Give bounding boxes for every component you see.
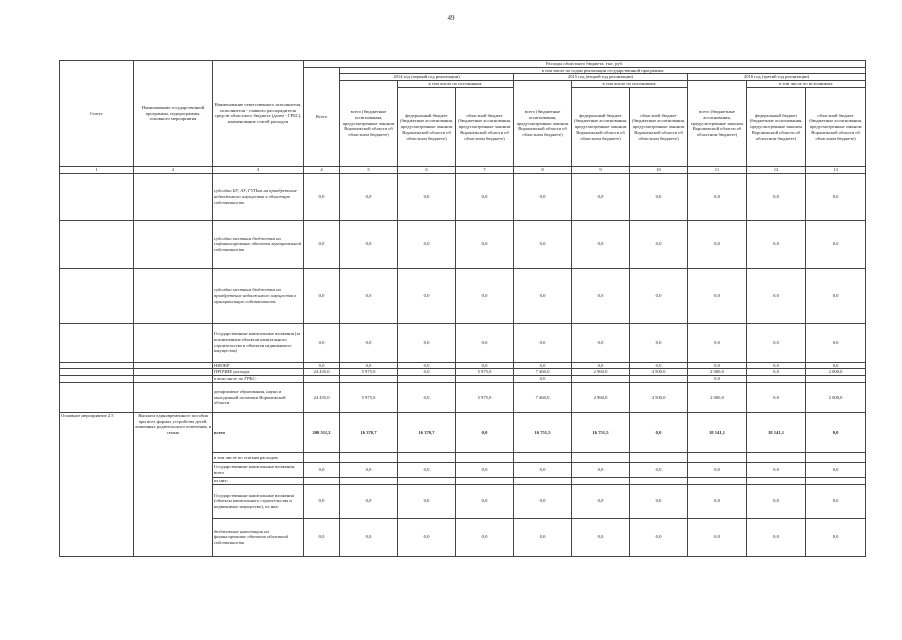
value-cell [456,452,514,462]
value-cell [630,452,688,462]
value-cell: 0,0 [806,462,866,477]
value-cell: 0,0 [456,484,514,518]
expense-label: из них: [213,477,304,484]
expense-label: в том числе по статьям расходов: [213,452,304,462]
header-expenses: Расходы областного бюджета, тыс. руб. [304,61,866,68]
value-cell: 0,0 [398,369,456,376]
header-program-name: Наименование государственной программы, подпрограммы, основного мероприятия [134,61,213,167]
value-cell: 2 000,0 [806,382,866,412]
value-cell: 0,0 [688,376,747,383]
name-cell [134,382,213,412]
value-cell: 0,0 [806,220,866,268]
expense-label: всего [213,412,304,452]
value-cell: 0,0 [398,518,456,556]
status-cell [60,382,134,412]
value-cell: 0,0 [456,462,514,477]
value-cell: 16 370,7 [398,412,456,452]
value-cell: 16 751,5 [572,412,630,452]
value-cell: 0,0 [572,362,630,369]
col-number: 2 [134,166,213,173]
value-cell: 2 000,0 [688,382,747,412]
name-cell [134,268,213,323]
value-cell: 0,0 [304,518,340,556]
value-cell: 0,0 [456,220,514,268]
col-number: 10 [630,166,688,173]
value-cell: 0,0 [806,362,866,369]
table-row [60,362,866,369]
col-number: 4 [304,166,340,173]
value-cell: 0,0 [304,484,340,518]
value-cell: 0,0 [572,484,630,518]
value-cell: 0,0 [747,268,806,323]
value-cell [304,477,340,484]
value-cell: 0,0 [630,462,688,477]
value-cell: 0,0 [514,518,572,556]
value-cell [304,376,340,383]
value-cell: 0,0 [456,173,514,220]
value-cell: 0,0 [688,323,747,362]
value-cell: 0,0 [304,462,340,477]
header-2014-regional: областной бюджет (бюджетные ассигнования, предусмотренные законом Воронежской области об областном бюджете) [456,87,514,166]
value-cell: 0,0 [456,268,514,323]
value-cell: 200 511,2 [304,412,340,452]
value-cell: 4 500,0 [630,369,688,376]
value-cell: 0,0 [688,518,747,556]
value-cell: 0,0 [688,173,747,220]
header-2014-federal: федеральный бюджет (бюджетные ассигнования, предусмотренные законом Воронежской области об областном бюджете) [398,87,456,166]
status-cell [60,323,134,362]
header-2015-regional: областной бюджет (бюджетные ассигнования, предусмотренные законом Воронежской области об областном бюджете) [630,87,688,166]
name-cell: Выплата единовременного пособия при всех формах устройства детей, лишенных родительского попечения, в семью [134,412,213,556]
value-cell: 0,0 [398,362,456,369]
table-row [60,382,866,412]
table-row [60,376,866,383]
header-2015-by-source: в том числе по источникам: [572,81,688,88]
name-cell [134,362,213,369]
value-cell: 0,0 [806,268,866,323]
value-cell: 18 141,1 [688,412,747,452]
name-cell [134,173,213,220]
name-cell [134,376,213,383]
header-ministry: Наименование ответственного исполнителя, исполнителя - главного распорядителя средств областного бюджета (далее - ГРБС), наименование статей расходов [213,61,304,167]
value-cell: 0,0 [630,173,688,220]
header-2016-federal: федеральный бюджет (бюджетные ассигнования, предусмотренные законом Воронежской области об областном бюджете) [747,87,806,166]
status-cell: Основное мероприятие 2.5 [60,412,134,556]
value-cell: 0,0 [747,382,806,412]
value-cell: 0,0 [630,323,688,362]
value-cell: 0,0 [806,484,866,518]
value-cell: 0,0 [456,518,514,556]
value-cell [456,376,514,383]
value-cell [340,477,398,484]
header-total: Всего [304,67,340,166]
value-cell: 0,0 [340,462,398,477]
value-cell: 16 751,5 [514,412,572,452]
value-cell: 0,0 [688,268,747,323]
value-cell: 2 000,0 [688,369,747,376]
header-2016-total: всего (бюджетные ассигнования, предусмотренные законом Воронежской области об областном бюджете) [688,81,747,167]
table-row [60,220,866,268]
value-cell: 0,0 [688,362,747,369]
expense-label: субсидии местным бюджетам на софинансирование объектов муниципальной собственности [213,220,304,268]
value-cell [340,452,398,462]
page-number: 49 [447,14,455,22]
header-year-2014: 2014 год (первый год реализации) [340,74,514,81]
value-cell [572,452,630,462]
value-cell: 0,0 [514,220,572,268]
value-cell: 18 141,1 [747,412,806,452]
name-cell [134,369,213,376]
value-cell: 0,0 [630,362,688,369]
value-cell: 0,0 [688,462,747,477]
value-cell: 5 975,0 [456,369,514,376]
expense-label: НИОКР [213,362,304,369]
expense-label: Государственные капитальные вложения, всего [213,462,304,477]
budget-table [59,60,866,557]
header-year-2015: 2015 год (второй год реализации) [514,74,688,81]
expense-label: ПРОЧИЕ расходы [213,369,304,376]
table-row [60,369,866,376]
value-cell: 7 460,0 [514,369,572,376]
header-row-1 [60,61,866,68]
value-cell: 0,0 [398,268,456,323]
value-cell: 0,0 [514,376,572,383]
value-cell [747,452,806,462]
name-cell [134,220,213,268]
value-cell: 0,0 [398,323,456,362]
value-cell: 0,0 [398,173,456,220]
value-cell: 0,0 [572,268,630,323]
value-cell [340,376,398,383]
value-cell [806,477,866,484]
value-cell [514,477,572,484]
header-status: Статус [60,61,134,167]
header-year-2016: 2016 год (третий год реализации) [688,74,866,81]
value-cell: 0,0 [747,484,806,518]
header-2014-by-source: в том числе по источникам: [398,81,514,88]
value-cell: 0,0 [747,462,806,477]
col-number: 5 [340,166,398,173]
value-cell: 0,0 [688,484,747,518]
value-cell: 0,0 [747,362,806,369]
value-cell: 0,0 [572,173,630,220]
value-cell: 2 000,0 [806,369,866,376]
table-row [60,323,866,362]
value-cell: 0,0 [514,362,572,369]
value-cell: 24 435,0 [304,382,340,412]
value-cell: 0,0 [806,518,866,556]
value-cell: 24 435,0 [304,369,340,376]
status-cell [60,362,134,369]
col-number: 1 [60,166,134,173]
value-cell [747,376,806,383]
value-cell: 0,0 [304,173,340,220]
value-cell: 0,0 [630,412,688,452]
header-2016-by-source: в том числе по источникам: [747,81,866,88]
status-cell [60,173,134,220]
expense-label: субсидии местным бюджетам на приобретение недвижимого имущества в муниципальную собственность [213,268,304,323]
value-cell: 0,0 [304,362,340,369]
value-cell: 0,0 [630,220,688,268]
value-cell: 0,0 [572,462,630,477]
value-cell [630,376,688,383]
value-cell: 0,0 [340,484,398,518]
value-cell: 0,0 [747,518,806,556]
value-cell [398,452,456,462]
value-cell: 0,0 [806,323,866,362]
value-cell: 0,0 [456,323,514,362]
status-cell [60,376,134,383]
value-cell: 0,0 [398,220,456,268]
value-cell: 0,0 [340,220,398,268]
value-cell: 0,0 [747,369,806,376]
value-cell: 0,0 [514,323,572,362]
expense-label: департамент образования, науки и молодежной политики Воронежской области [213,382,304,412]
value-cell: 0,0 [572,323,630,362]
value-cell: 0,0 [398,484,456,518]
header-by-year: в том числе по годам реализации государственной программы [340,67,866,74]
value-cell [514,452,572,462]
value-cell: 0,0 [514,268,572,323]
name-cell [134,323,213,362]
value-cell: 0,0 [340,518,398,556]
value-cell: 0,0 [304,268,340,323]
value-cell [456,477,514,484]
value-cell: 0,0 [340,173,398,220]
table-row [60,412,866,452]
col-number: 6 [398,166,456,173]
status-cell [60,369,134,376]
col-number: 9 [572,166,630,173]
value-cell [688,452,747,462]
value-cell: 0,0 [456,412,514,452]
value-cell [572,477,630,484]
value-cell: 0,0 [340,268,398,323]
value-cell [806,452,866,462]
value-cell [398,376,456,383]
value-cell: 0,0 [747,173,806,220]
expense-label: Государственные капитальные вложения (объекты капитального строительства и недвижимое имущество), из них: [213,484,304,518]
value-cell: 0,0 [456,362,514,369]
col-number: 8 [514,166,572,173]
header-2014-total: всего (бюджетные ассигнования, предусмотренные законом Воронежской области об областном бюджете) [340,81,398,167]
col-number: 12 [747,166,806,173]
value-cell [747,477,806,484]
value-cell: 0,0 [514,462,572,477]
value-cell: 0,0 [304,323,340,362]
value-cell: 2 960,0 [572,369,630,376]
value-cell: 0,0 [688,220,747,268]
status-cell [60,268,134,323]
value-cell [806,376,866,383]
value-cell: 0,0 [806,412,866,452]
header-2015-total: всего (бюджетные ассигнования, предусмотренные законом Воронежской области об областном бюджете) [514,81,572,167]
value-cell: 2 960,0 [572,382,630,412]
value-cell: 0,0 [572,220,630,268]
expense-label: в том числе по ГРБС: [213,376,304,383]
col-number: 7 [456,166,514,173]
expense-label: бюджетные инвестиции на финансирование объектов областной собственности [213,518,304,556]
value-cell: 4 500,0 [630,382,688,412]
value-cell: 7 460,0 [514,382,572,412]
value-cell: 0,0 [747,220,806,268]
value-cell: 0,0 [630,268,688,323]
col-number: 3 [213,166,304,173]
expense-label: Государственные капитальные вложения (за исключением объектов капитального строительства и объектов недвижимого имущества) [213,323,304,362]
expense-label: субсидии БУ, АУ, ГУПам на приобретение недвижимого имущества в областную собственность [213,173,304,220]
value-cell [572,376,630,383]
header-2016-regional: областной бюджет (бюджетные ассигнования, предусмотренные законом Воронежской области об областном бюджете) [806,87,866,166]
value-cell: 0,0 [806,173,866,220]
value-cell: 0,0 [630,518,688,556]
value-cell: 0,0 [340,362,398,369]
value-cell: 5 975,0 [340,382,398,412]
value-cell: 5 975,0 [456,382,514,412]
value-cell: 0,0 [398,382,456,412]
value-cell: 0,0 [514,173,572,220]
col-number: 11 [688,166,747,173]
table-row [60,173,866,220]
value-cell: 16 370,7 [340,412,398,452]
value-cell: 0,0 [747,323,806,362]
value-cell [630,477,688,484]
value-cell: 0,0 [340,323,398,362]
column-numbers-row [60,166,866,173]
value-cell: 0,0 [304,220,340,268]
value-cell: 0,0 [398,462,456,477]
value-cell [398,477,456,484]
col-number: 13 [806,166,866,173]
status-cell [60,220,134,268]
value-cell [688,477,747,484]
table-row [60,268,866,323]
header-2015-federal: федеральный бюджет (бюджетные ассигнования, предусмотренные законом Воронежской области об областном бюджете) [572,87,630,166]
value-cell: 0,0 [630,484,688,518]
value-cell: 0,0 [514,484,572,518]
value-cell: 5 975,0 [340,369,398,376]
value-cell: 0,0 [572,518,630,556]
value-cell [304,452,340,462]
